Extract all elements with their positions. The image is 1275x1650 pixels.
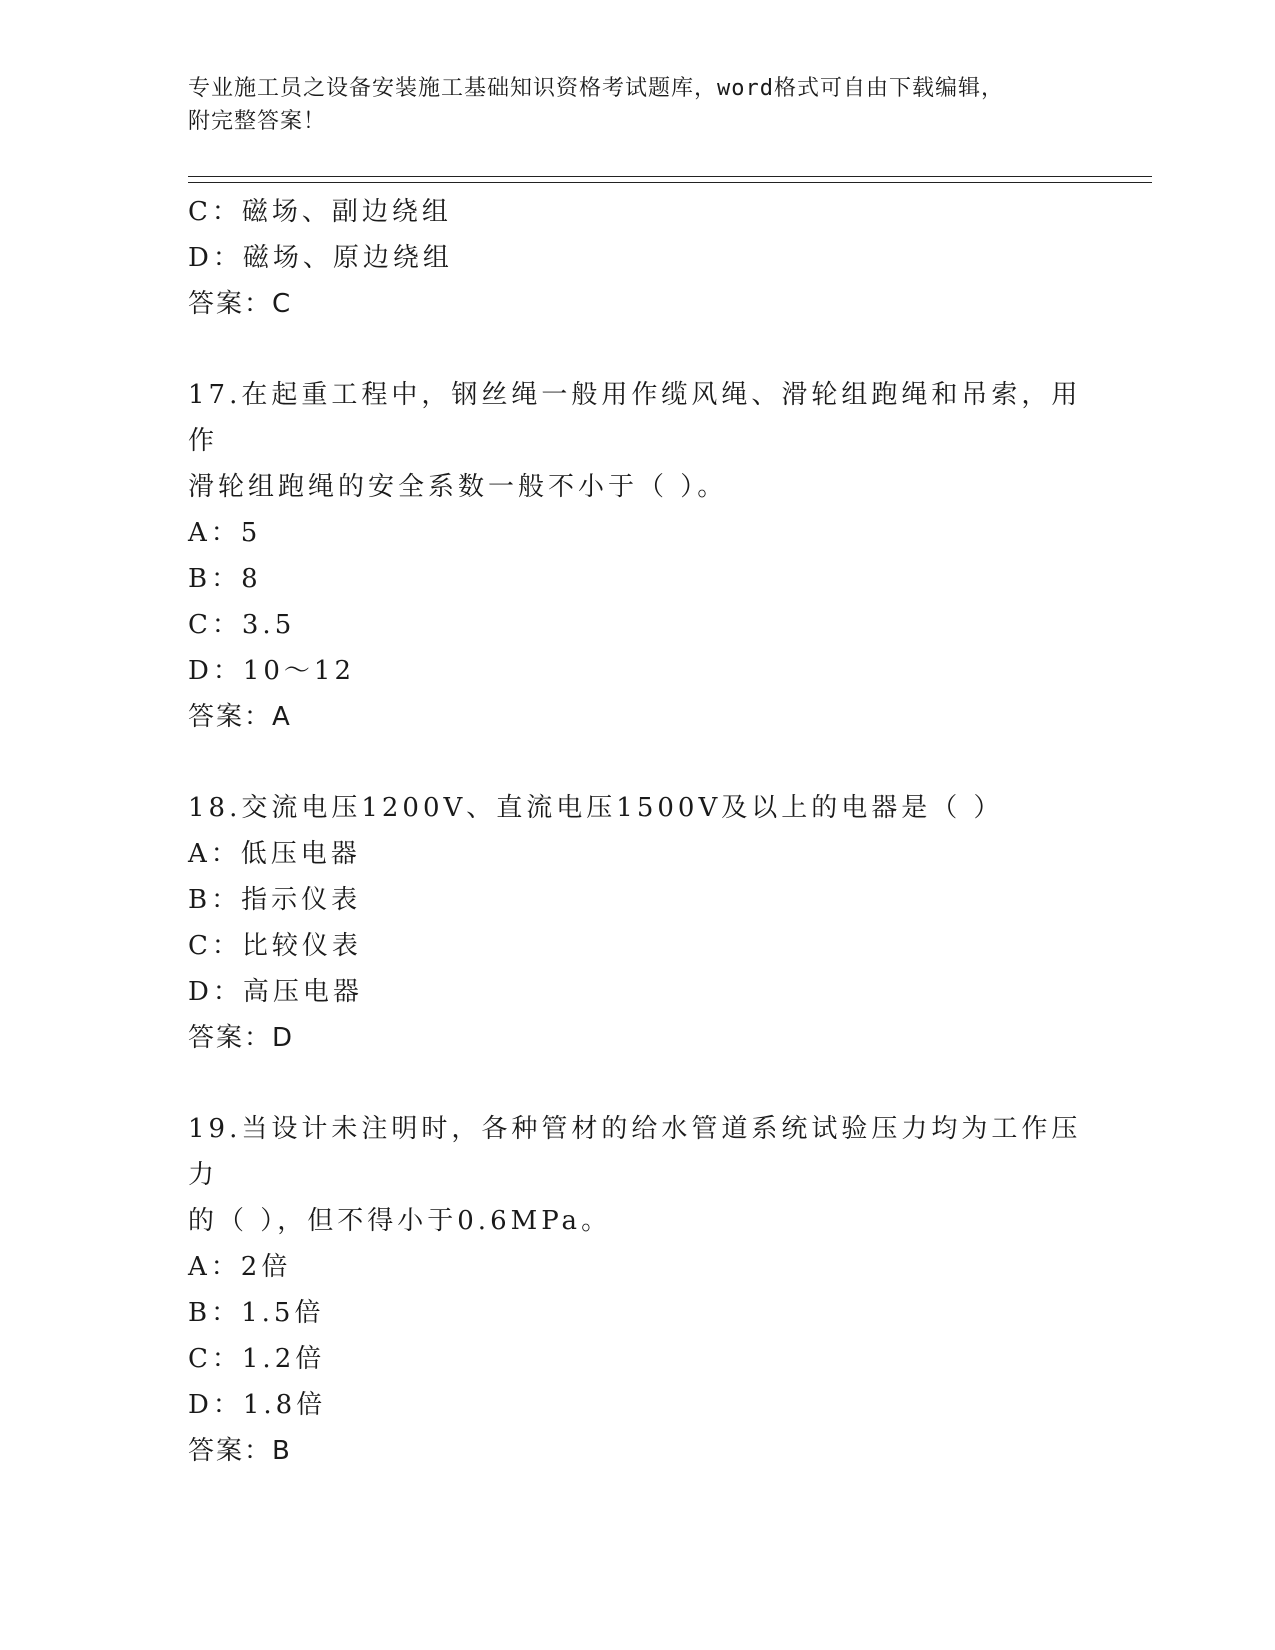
header-divider-bottom (188, 182, 1152, 183)
question-stem-line: 19.当设计未注明时，各种管材的给水管道系统试验压力均为工作压力 (188, 1114, 1082, 1190)
option-a: A：低压电器 (188, 839, 361, 869)
spacer (188, 740, 1088, 785)
option-a: A：2倍 (188, 1252, 292, 1282)
header-title-line-1: 专业施工员之设备安装施工基础知识资格考试题库，word格式可自由下载编辑， (188, 76, 1004, 101)
option-b: B：8 (188, 564, 262, 594)
question-16-continued (188, 189, 1088, 327)
option-d: D：高压电器 (188, 977, 363, 1007)
spacer (188, 327, 1088, 372)
question-stem-line: 滑轮组跑绳的安全系数一般不小于（ ）。 (188, 472, 728, 502)
option-d: D：磁场、原边绕组 (188, 243, 453, 273)
option-d: D：10～12 (188, 656, 356, 686)
option-d: D：1.8倍 (188, 1390, 327, 1420)
header-title-line-2: 附完整答案！ (188, 109, 327, 134)
question-stem-line: 18.交流电压1200V、直流电压1500V及以上的电器是（ ） (188, 793, 1004, 823)
document-header (188, 72, 1088, 138)
answer-line: 答案：B (188, 1436, 292, 1466)
question-list (188, 189, 1088, 1474)
option-c: C：1.2倍 (188, 1344, 326, 1374)
question-stem-line: 的（ ），但不得小于0.6MPa。 (188, 1206, 612, 1236)
option-b: B：指示仪表 (188, 885, 362, 915)
question-18 (188, 785, 1088, 1061)
question-19 (188, 1106, 1088, 1474)
option-c: C：3.5 (188, 610, 296, 640)
answer-line: 答案：C (188, 289, 293, 319)
option-c: C：磁场、副边绕组 (188, 197, 452, 227)
question-17 (188, 372, 1088, 740)
question-stem-line: 17.在起重工程中，钢丝绳一般用作缆风绳、滑轮组跑绳和吊索，用作 (188, 380, 1082, 456)
answer-line: 答案：D (188, 1023, 295, 1053)
option-b: B：1.5倍 (188, 1298, 325, 1328)
option-a: A：5 (188, 518, 262, 548)
header-divider-top (188, 176, 1152, 177)
option-c: C：比较仪表 (188, 931, 362, 961)
answer-line: 答案：A (188, 702, 292, 732)
spacer (188, 1061, 1088, 1106)
